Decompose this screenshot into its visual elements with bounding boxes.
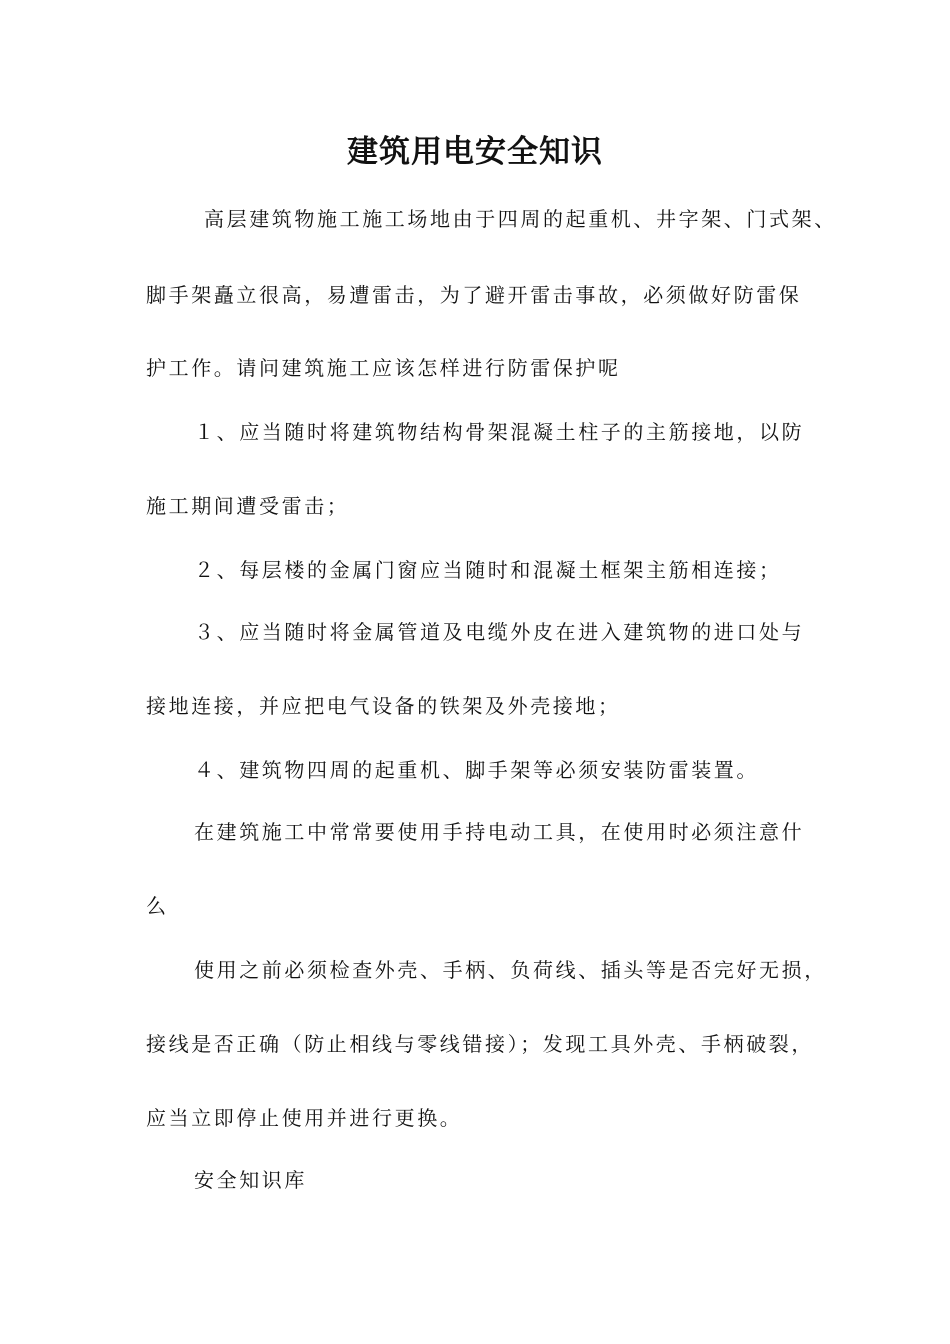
list-item-line: ２、每层楼的金属门窗应当随时和混凝土框架主筋相连接； (194, 558, 782, 582)
list-item-line: 接地连接，并应把电气设备的铁架及外壳接地； (146, 694, 621, 718)
paragraph-line: 高层建筑物施工施工场地由于四周的起重机、井字架、门式架、 (204, 207, 837, 231)
paragraph-line: 护工作。请问建筑施工应该怎样进行防雷保护呢 (146, 356, 621, 380)
paragraph-line: 使用之前必须检查外壳、手柄、负荷线、插头等是否完好无损， (194, 958, 827, 982)
paragraph-line: 脚手架矗立很高，易遭雷击，为了避开雷击事故，必须做好防雷保 (146, 283, 802, 307)
paragraph-line: 么 (146, 894, 169, 918)
list-item-line: ３、应当随时将金属管道及电缆外皮在进入建筑物的进口处与 (194, 620, 805, 644)
list-item-line: 施工期间遭受雷击； (146, 494, 350, 518)
paragraph-line: 应当立即停止使用并进行更换。 (146, 1106, 463, 1130)
paragraph-line: 接线是否正确（防止相线与零线错接）；发现工具外壳、手柄破裂， (146, 1032, 814, 1056)
list-item-line: １、应当随时将建筑物结构骨架混凝土柱子的主筋接地，以防 (194, 420, 805, 444)
page-title: 建筑用电安全知识 (347, 134, 603, 170)
paragraph-line: 在建筑施工中常常要使用手持电动工具，在使用时必须注意什 (194, 820, 805, 844)
list-item-line: ４、建筑物四周的起重机、脚手架等必须安装防雷装置。 (194, 758, 759, 782)
footer-note: 安全知识库 (194, 1168, 307, 1192)
